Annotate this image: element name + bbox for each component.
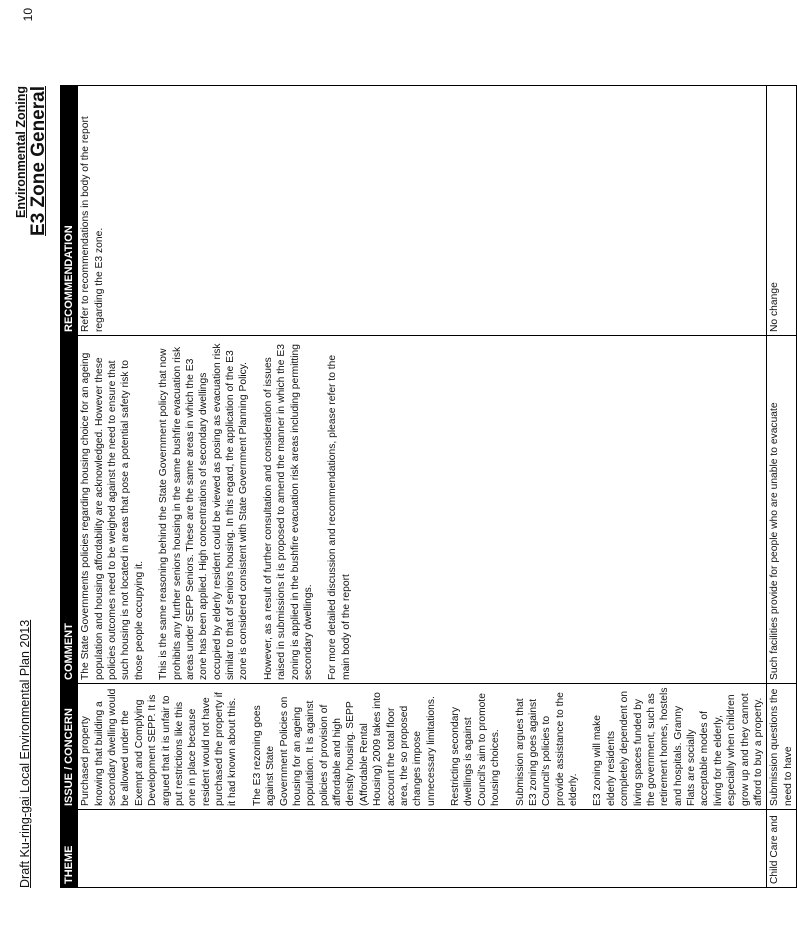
comment-text: The State Governments policies regarding housing choice for an ageing population and housing affordability are acknowledged. However these policies outcomes need to be weighed against the need to ensure that such housing is not located in areas that pose a potential safety risk to those people occupying it. [80,352,145,680]
issue-text: Restricting secondary dwellings is against Council's aim to promote housing choices. [450,693,502,806]
section-title: Environmental Zoning [14,86,28,218]
issue-text: The E3 rezoning goes against State Government Policies on housing for an ageing population. It is against policies of provision of affordable and high density housing. SEPP (Affordable Rental Housing) 2009 takes into account the total floor area, the so proposed changes impose unnecessary limitations. [251,692,437,806]
table-row [767,86,797,888]
issue-text: Submission argues that E3 zoning goes against Council's policies to provide assistance to the elderly. [514,692,580,806]
section-header [14,86,50,236]
comment-cell: Such facilities provide for people who are unable to evacuate [767,336,797,684]
theme-cell: Child Care and [767,810,797,888]
comment-text: However, as a result of further consultation and consideration of issues raised in submissions it is proposed to amend the manner in which the E3 zoning is applied in the bushfire evacuation risk areas including permitting secondary dwellings. [262,344,314,680]
submissions-table-wrap [60,86,797,888]
plan-title: Draft Ku-ring-gai Local Environmental Plan 2013 [18,619,32,888]
comment-text: For more detailed discussion and recommendations, please refer to the main body of the report [327,354,352,680]
zone-title: E3 Zone General [28,86,49,236]
col-recommendation: RECOMMENDATION [61,86,78,336]
issue-text: E3 zoning will make elderly residents completely dependent on living spaces funded by the government, such as retirement homes, hostels and hospitals. Granny Flats are socially acceptable modes of living for the elderly, especially when children grow up and they cannot afford to buy a property. [592,687,764,806]
col-issue: ISSUE / CONCERN [61,684,78,810]
comment-cell [78,336,767,684]
recommendation-cell [78,86,767,336]
recommendation-cell: No change [767,86,797,336]
comment-text: This is the same reasoning behind the State Government policy that now prohibits any further seniors housing in the same bushfire evacuation risk areas under SEPP Seniors. These are the same areas in which the E3 zone has been applied. High concentrations of secondary dwellings occupied by elderly resident could be viewed as posing as evacuation risk similar to that of seniors housing. In this regard, the application of the E3 zone is considered consistent with State Government Planning Policy. [158,343,250,680]
issue-cell: Submission questions the need to have [767,684,797,810]
theme-cell [78,810,767,888]
recommendation-text: Refer to recommendations in body of the report regarding the E3 zone. [80,116,105,332]
col-comment: COMMENT [61,336,78,684]
page-number: 10 [21,8,35,22]
table-header-row [61,86,78,888]
issue-cell [78,684,767,810]
table-row [78,86,767,888]
issue-text: Purchased property knowing that building a secondary dwelling would be allowed under the Exempt and Complying Development SEPP. It is argued that it is unfair to put restrictions like this one in place because resident would not have purchased the property if it had known about this. [80,688,239,806]
submissions-table [60,85,797,888]
col-theme: THEME [61,810,78,888]
